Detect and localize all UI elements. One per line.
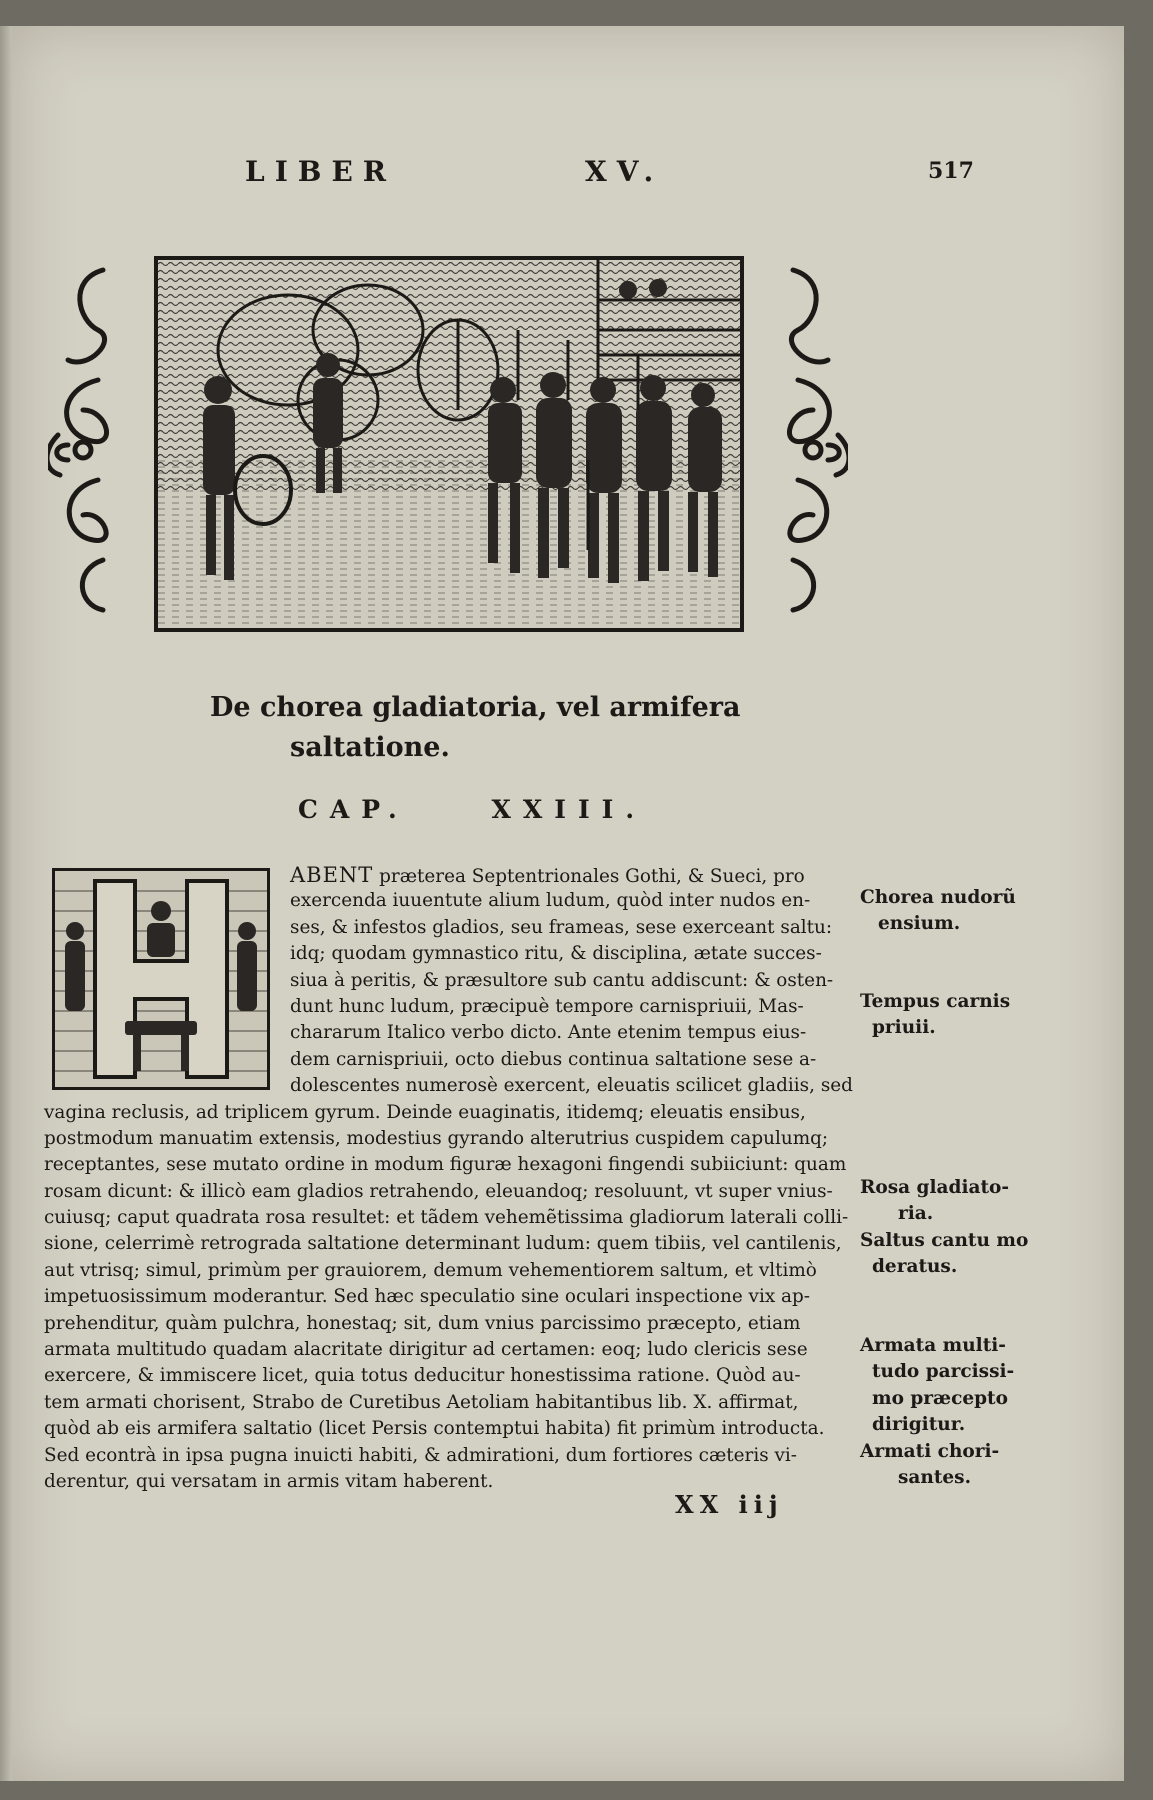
body-line: tem armati chorisent, Strabo de Curetibus Aetoliam habitantibus lib. X. affirmat, <box>44 1391 799 1413</box>
running-head-liber: LIBER <box>245 155 397 188</box>
body-line: dunt hunc ludum, præcipuè tempore carnispriuii, Mas- <box>290 995 804 1017</box>
body-line: sione, celerrimè retrograda saltatione determinant ludum: quem tibiis, vel cantilenis, <box>44 1233 842 1255</box>
woodcut-sword-dance-icon <box>158 260 740 628</box>
body-line: ses, & infestos gladios, seu frameas, sese exerceant saltu: <box>290 916 833 938</box>
body-line: prehenditur, quàm pulchra, honestaq; sit, dum vnius parcissimo præcepto, etiam <box>44 1312 801 1334</box>
running-head <box>230 155 1010 195</box>
body-line: Sed econtrà in ipsa pugna inuicti habiti, & admirationi, dum fortiores cæteris vi- <box>44 1444 797 1466</box>
signature-mark: XX iij <box>675 1490 784 1519</box>
body-line: dolescentes numerosè exercent, eleuatis scilicet gladiis, sed <box>290 1075 853 1097</box>
body-line: quòd ab eis armifera saltatio (licet Persis contemptui habita) fit primùm introducta. <box>44 1418 825 1440</box>
body-line: ABENT præterea Septentrionales Gothi, & Sueci, pro <box>290 863 805 887</box>
chapter-number: CAP. XXIII. <box>298 795 647 824</box>
body-line: idq; quodam gymnastico ritu, & disciplina, ætate succes- <box>290 943 822 965</box>
body-line: exercere, & immiscere licet, quia totus deducitur honestissima ratione. Quòd au- <box>44 1365 801 1387</box>
body-line: exercenda iuuentute alium ludum, quòd inter nudos en- <box>290 890 811 912</box>
body-text <box>44 862 854 1495</box>
body-line: derentur, qui versatam in armis vitam haberent. <box>44 1470 494 1492</box>
body-line: chararum Italico verbo dicto. Ante etenim tempus eius- <box>290 1022 807 1044</box>
body-line: dem carnispriuii, octo diebus continua saltatione sese a- <box>290 1048 817 1070</box>
marginal-note: Saltus cantu mo deratus. <box>860 1230 1029 1278</box>
woodcut-frame <box>154 256 744 632</box>
ornament-right-icon <box>778 260 848 620</box>
chapter-title <box>210 688 770 768</box>
body-line: impetuosissimum moderantur. Sed hæc speculatio sine oculari inspectione vix ap- <box>44 1286 810 1308</box>
marginal-note: Armati chori- santes. <box>860 1441 1000 1489</box>
folio-number: 517 <box>928 158 974 184</box>
body-line: postmodum manuatim extensis, modestius gyrando alterutrius cuspidem capulumq; <box>44 1127 829 1149</box>
body-line: aut vtrisq; simul, primùm per grauiorem, demum vehementiorem saltum, et vltimò <box>44 1259 817 1281</box>
body-line: siua à peritis, & præsultore sub cantu addiscunt: & osten- <box>290 969 834 991</box>
body-line: rosam dicunt: & illicò eam gladios retrahendo, eleuandoq; resoluunt, vt super vnius- <box>44 1180 833 1202</box>
body-line: receptantes, sese mutato ordine in modum figuræ hexagoni fingendi subiiciunt: quam <box>44 1154 847 1176</box>
ornament-left-icon <box>48 260 118 620</box>
running-head-book-number: XV. <box>585 155 664 188</box>
woodcut-illustration <box>48 250 848 640</box>
marginal-note: Armata multi- tudo parcissi- mo præcepto dirigitur. <box>860 1335 1015 1436</box>
marginal-note: Rosa gladiato- ria. <box>860 1177 1010 1225</box>
marginal-note: Chorea nudorũ ensium. <box>860 887 1016 935</box>
chapter-title-line2: saltatione. <box>290 732 450 763</box>
body-line: vagina reclusis, ad triplicem gyrum. Deinde euaginatis, itidemq; eleuatis ensibus, <box>44 1101 806 1123</box>
body-line: cuiusq; caput quadrata rosa resultet: et tãdem vehemẽtissima gladiorum laterali colli- <box>44 1207 849 1229</box>
marginal-note: Tempus carnis priuii. <box>860 991 1011 1039</box>
body-first-word: ABENT <box>290 863 374 887</box>
chapter-title-line1: De chorea gladiatoria, vel armifera <box>210 692 741 723</box>
body-line: armata multitudo quadam alacritate dirigitur ad certamen: eoq; ludo clericis sese <box>44 1339 808 1361</box>
